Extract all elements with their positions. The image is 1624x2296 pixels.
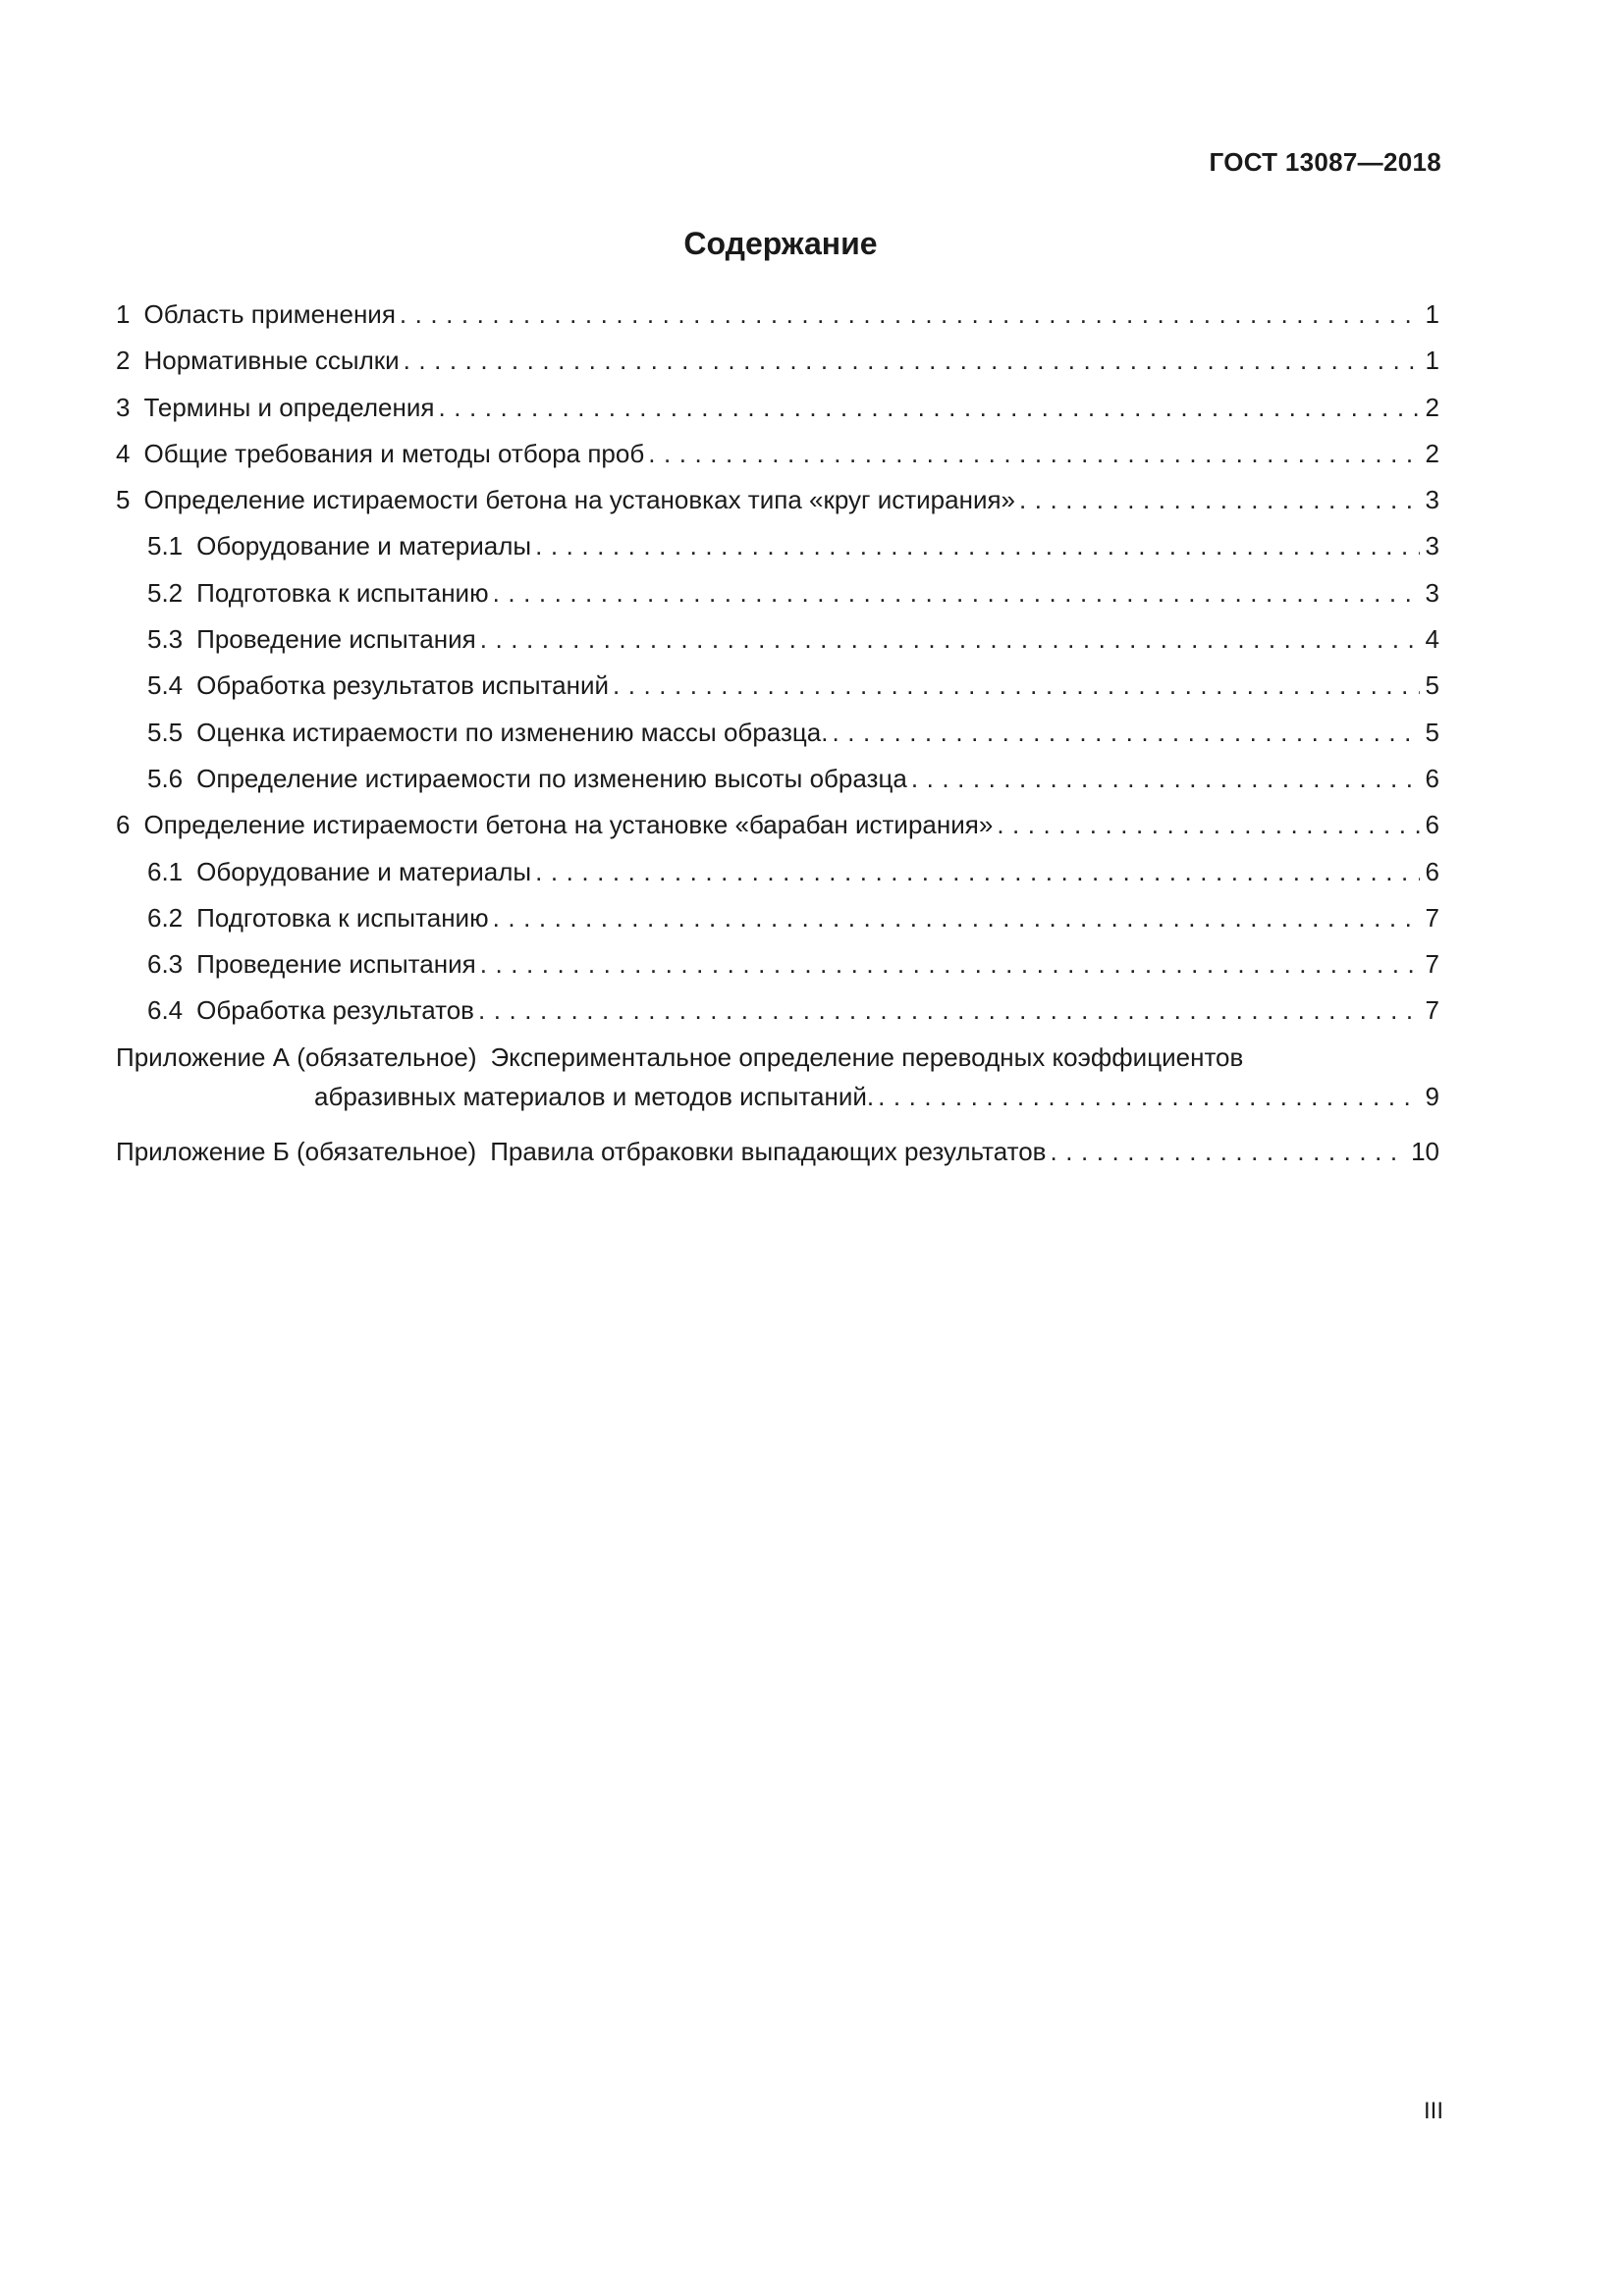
toc-leader-dots: [438, 393, 1420, 423]
toc-entry-number: 6: [116, 810, 131, 840]
toc-entry-number: 5: [116, 485, 131, 515]
toc-entry-title: Определение истираемости бетона на установке «барабан истирания»: [143, 810, 994, 840]
toc-entry-page: 10: [1411, 1136, 1439, 1166]
toc-entry-title: Подготовка к испытанию: [196, 902, 489, 933]
toc-leader-dots: [493, 578, 1420, 609]
toc-entry-5-5[interactable]: [116, 718, 1439, 764]
toc-entry-6[interactable]: [116, 810, 1439, 856]
toc-leader-dots: [535, 531, 1420, 561]
appendix-a-first-line: [116, 1042, 1439, 1082]
toc-entry-number: 5.2: [147, 577, 184, 608]
appendix-a-second-line: [116, 1082, 1439, 1121]
toc-entry-page: 6: [1425, 763, 1439, 793]
toc-leader-dots: [648, 439, 1420, 469]
toc-leader-dots: [1019, 485, 1420, 515]
toc-entry-number: 6.1: [147, 856, 184, 886]
toc-entry-5-4[interactable]: [116, 670, 1439, 717]
appendix-title-line1: Правила отбраковки выпадающих результатов: [490, 1136, 1047, 1166]
toc-entry-page: 5: [1425, 670, 1439, 701]
toc-entry-title: Определение истираемости бетона на установках типа «круг истирания»: [143, 485, 1016, 515]
toc-entry-page: 7: [1425, 949, 1439, 980]
toc-leader-dots: [480, 949, 1420, 980]
appendix-title-line2: абразивных материалов и методов испытаний.: [314, 1081, 875, 1111]
toc-leader-dots: [400, 299, 1420, 330]
toc-entry-title: Термины и определения: [143, 392, 435, 422]
toc-entry-5-1[interactable]: [116, 531, 1439, 577]
toc-leader-dots: [480, 624, 1420, 655]
toc-entry-6-3[interactable]: [116, 949, 1439, 995]
toc-entry-page: 6: [1425, 810, 1439, 840]
toc-entry-page: 4: [1425, 624, 1439, 655]
toc-entry-number: 2: [116, 346, 131, 376]
appendix-label: Приложение А (обязательное): [116, 1041, 477, 1072]
table-of-contents: [116, 299, 1439, 1192]
toc-entry-number: 5.1: [147, 531, 184, 561]
toc-entry-title: Общие требования и методы отбора проб: [143, 438, 645, 468]
toc-entry-title: Область применения: [143, 299, 396, 329]
toc-entry-page: 3: [1425, 577, 1439, 608]
appendix-b-line: [116, 1137, 1439, 1176]
toc-entry-page: 2: [1425, 438, 1439, 468]
toc-entry-page: 6: [1425, 856, 1439, 886]
toc-entry-title: Проведение испытания: [196, 624, 476, 655]
toc-entry-page: 5: [1425, 717, 1439, 747]
toc-leader-dots: [478, 995, 1420, 1026]
toc-entry-number: 6.2: [147, 902, 184, 933]
toc-entry-5-6[interactable]: [116, 764, 1439, 810]
toc-entry-title: Обработка результатов: [196, 995, 474, 1026]
toc-leader-dots: [997, 810, 1420, 840]
toc-title: Содержание: [683, 226, 878, 261]
toc-entry-3[interactable]: [116, 393, 1439, 439]
toc-leader-dots: [878, 1082, 1420, 1121]
page-number: III: [1423, 2098, 1443, 2124]
toc-leader-dots: [911, 764, 1420, 794]
toc-entry-number: 6.3: [147, 949, 184, 980]
appendix-title-line1: Экспериментальное определение переводных коэффициентов: [490, 1041, 1244, 1072]
document-code: ГОСТ 13087—2018: [1209, 147, 1441, 177]
toc-leader-dots: [535, 857, 1420, 887]
toc-entry-page: 9: [1425, 1081, 1439, 1111]
toc-entry-page: 3: [1425, 485, 1439, 515]
toc-entry-title: Обработка результатов испытаний: [196, 670, 609, 701]
toc-entry-1[interactable]: [116, 299, 1439, 346]
toc-appendix-a[interactable]: [116, 1042, 1439, 1121]
toc-entry-page: 7: [1425, 902, 1439, 933]
toc-entry-6-4[interactable]: [116, 995, 1439, 1041]
toc-entry-title: Определение истираемости по изменению высоты образца: [196, 763, 907, 793]
toc-leader-dots: [404, 346, 1420, 376]
toc-entry-number: 6.4: [147, 995, 184, 1026]
toc-entry-title: Оценка истираемости по изменению массы образца.: [196, 717, 829, 747]
toc-entry-number: 5.3: [147, 624, 184, 655]
toc-entry-page: 2: [1425, 392, 1439, 422]
toc-entry-page: 7: [1425, 995, 1439, 1026]
toc-entry-page: 3: [1425, 531, 1439, 561]
toc-entry-6-2[interactable]: [116, 903, 1439, 949]
toc-entry-number: 5.5: [147, 717, 184, 747]
toc-entry-page: 1: [1425, 299, 1439, 329]
appendix-label: Приложение Б (обязательное): [116, 1136, 477, 1166]
toc-entry-number: 5.4: [147, 670, 184, 701]
toc-leader-dots: [613, 670, 1420, 701]
toc-entry-4[interactable]: [116, 439, 1439, 485]
toc-entry-5-2[interactable]: [116, 578, 1439, 624]
toc-leader-dots: [1050, 1137, 1407, 1176]
toc-entry-title: Оборудование и материалы: [196, 856, 532, 886]
toc-entry-title: Проведение испытания: [196, 949, 476, 980]
toc-entry-number: 5.6: [147, 763, 184, 793]
toc-appendix-b[interactable]: [116, 1137, 1439, 1176]
toc-entry-title: Подготовка к испытанию: [196, 577, 489, 608]
toc-leader-dots: [493, 903, 1420, 934]
toc-entry-6-1[interactable]: [116, 857, 1439, 903]
toc-entry-5[interactable]: [116, 485, 1439, 531]
toc-entry-5-3[interactable]: [116, 624, 1439, 670]
toc-entry-number: 1: [116, 299, 131, 329]
toc-entry-number: 3: [116, 392, 131, 422]
toc-entry-title: Оборудование и материалы: [196, 531, 532, 561]
toc-leader-dots: [832, 718, 1420, 748]
toc-entry-2[interactable]: [116, 346, 1439, 392]
toc-entry-number: 4: [116, 438, 131, 468]
toc-entry-title: Нормативные ссылки: [143, 346, 400, 376]
toc-entry-page: 1: [1425, 346, 1439, 376]
